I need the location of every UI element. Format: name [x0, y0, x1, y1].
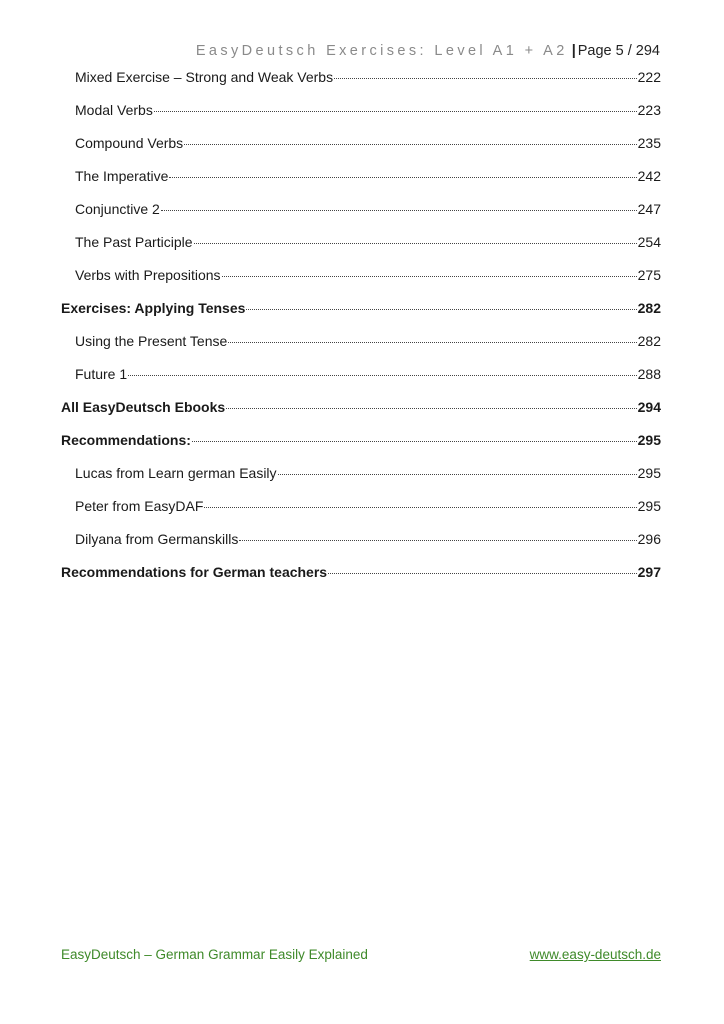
- toc-dot-leader: [328, 573, 637, 574]
- toc-entry-title: Modal Verbs: [75, 102, 153, 118]
- toc-entry-page: 282: [637, 300, 661, 316]
- toc-dot-leader: [222, 276, 637, 277]
- toc-entry-title: Dilyana from Germanskills: [75, 531, 239, 547]
- toc-entry[interactable]: [61, 366, 661, 399]
- toc-entry[interactable]: [61, 234, 661, 267]
- toc-entry-page: 288: [637, 366, 661, 382]
- toc-entry-page: 297: [637, 564, 661, 580]
- toc-entry-page: 242: [637, 168, 661, 184]
- toc-entry-title: All EasyDeutsch Ebooks: [61, 399, 226, 415]
- toc-entry-title: Lucas from Learn german Easily: [75, 465, 277, 481]
- footer-website-link[interactable]: www.easy-deutsch.de: [529, 947, 661, 962]
- toc-entry-page: 295: [637, 465, 661, 481]
- toc-entry[interactable]: [61, 399, 661, 432]
- toc-entry[interactable]: [61, 531, 661, 564]
- toc-entry-page: 223: [637, 102, 661, 118]
- toc-entry[interactable]: [61, 102, 661, 135]
- toc-dot-leader: [226, 408, 636, 409]
- toc-entry-title: The Past Participle: [75, 234, 193, 250]
- toc-entry-title: Verbs with Prepositions: [75, 267, 221, 283]
- toc-entry-title: Future 1: [75, 366, 128, 382]
- footer-tagline: EasyDeutsch – German Grammar Easily Explained: [61, 947, 368, 962]
- toc-entry[interactable]: [61, 69, 661, 102]
- toc-dot-leader: [334, 78, 637, 79]
- toc-entry-title: Peter from EasyDAF: [75, 498, 204, 514]
- toc-entry[interactable]: [61, 300, 661, 333]
- toc-dot-leader: [278, 474, 637, 475]
- toc-entry[interactable]: [61, 333, 661, 366]
- toc-entry[interactable]: [61, 267, 661, 300]
- toc-entry-page: 294: [637, 399, 661, 415]
- toc-entry-page: 235: [637, 135, 661, 151]
- toc-entry[interactable]: [61, 201, 661, 234]
- toc-dot-leader: [194, 243, 637, 244]
- toc-dot-leader: [154, 111, 637, 112]
- page-number: Page 5 / 294: [577, 43, 660, 59]
- toc-entry-page: 295: [637, 498, 661, 514]
- toc-entry-title: Mixed Exercise – Strong and Weak Verbs: [75, 69, 334, 85]
- toc-dot-leader: [128, 375, 637, 376]
- toc-entry-page: 254: [637, 234, 661, 250]
- toc-dot-leader: [228, 342, 636, 343]
- toc-entry-title: Conjunctive 2: [75, 201, 160, 217]
- toc-dot-leader: [169, 177, 636, 178]
- toc-dot-leader: [246, 309, 636, 310]
- toc-entry-title: Recommendations for German teachers: [61, 564, 328, 580]
- toc-entry-page: 282: [637, 333, 661, 349]
- toc-entry-page: 275: [637, 267, 661, 283]
- toc-entry-page: 222: [637, 69, 661, 85]
- toc-dot-leader: [192, 441, 637, 442]
- toc-entry[interactable]: [61, 465, 661, 498]
- toc-entry[interactable]: [61, 564, 661, 597]
- toc-entry-title: Compound Verbs: [75, 135, 184, 151]
- page-header: [196, 43, 660, 59]
- toc-entry[interactable]: [61, 168, 661, 201]
- toc-entry-title: The Imperative: [75, 168, 169, 184]
- toc-entry[interactable]: [61, 498, 661, 531]
- toc-entry[interactable]: [61, 432, 661, 465]
- toc-entry-page: 247: [637, 201, 661, 217]
- book-title: EasyDeutsch Exercises: Level A1 + A2: [195, 43, 568, 59]
- table-of-contents: [61, 69, 661, 597]
- page-footer: [61, 947, 661, 962]
- toc-entry-page: 295: [637, 432, 661, 448]
- toc-entry[interactable]: [61, 135, 661, 168]
- toc-entry-page: 296: [637, 531, 661, 547]
- toc-dot-leader: [184, 144, 636, 145]
- toc-dot-leader: [161, 210, 637, 211]
- toc-entry-title: Using the Present Tense: [75, 333, 228, 349]
- toc-dot-leader: [239, 540, 636, 541]
- toc-entry-title: Exercises: Applying Tenses: [61, 300, 246, 316]
- toc-dot-leader: [204, 507, 636, 508]
- header-separator: |: [571, 43, 576, 59]
- toc-entry-title: Recommendations:: [61, 432, 191, 448]
